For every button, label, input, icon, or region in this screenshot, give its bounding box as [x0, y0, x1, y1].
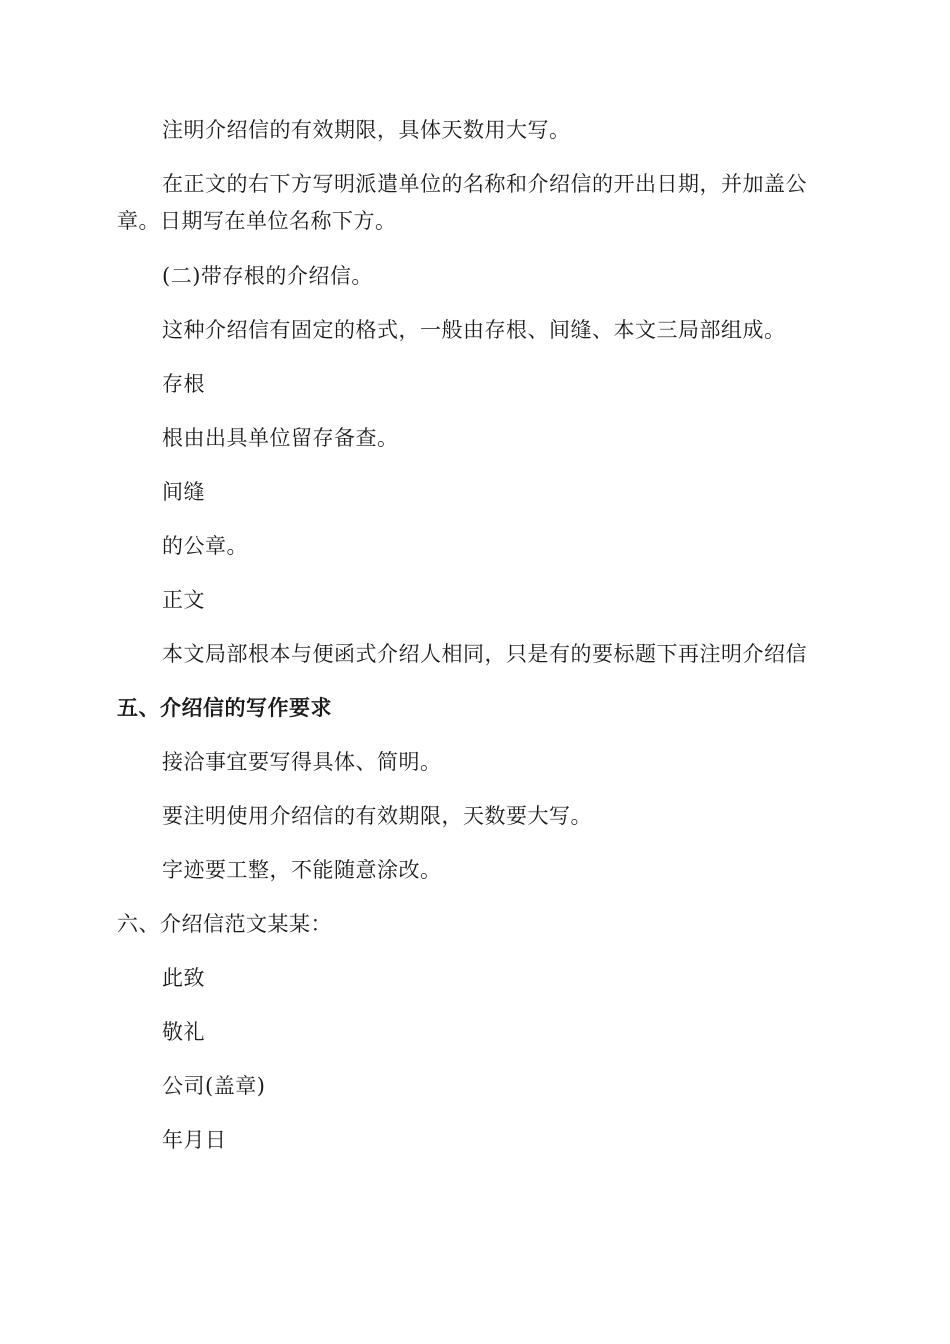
label-seam: 间缝	[162, 480, 205, 504]
date-line: 年月日	[162, 1128, 227, 1152]
requirement-item-2: 要注明使用介绍信的有效期限，天数要大写。	[162, 804, 592, 828]
paragraph-format: 这种介绍信有固定的格式，一般由存根、间缝、本文三局部组成。	[162, 318, 786, 342]
company-seal: 公司(盖章)	[162, 1074, 266, 1098]
section-heading-requirements: 五、介绍信的写作要求	[117, 696, 332, 720]
paragraph-signature-placement-cont: 章。日期写在单位名称下方。	[117, 209, 397, 233]
paragraph-signature-placement: 在正文的右下方写明派遣单位的名称和介绍信的开出日期，并加盖公	[162, 172, 807, 196]
label-body: 正文	[162, 588, 205, 612]
paragraph-body: 本文局部根本与便函式介绍人相同，只是有的要标题下再注明介绍信	[162, 642, 807, 666]
label-stub: 存根	[162, 372, 205, 396]
requirement-item-1: 接洽事宜要写得具体、简明。	[162, 750, 442, 774]
subheading-stub-letter: (二)带存根的介绍信。	[162, 264, 373, 288]
requirement-item-3: 字迹要工整，不能随意涂改。	[162, 858, 442, 882]
paragraph-validity-note: 注明介绍信的有效期限，具体天数用大写。	[162, 118, 571, 142]
paragraph-seam: 的公章。	[162, 534, 248, 558]
section-heading-sample: 六、介绍信范文某某：	[117, 912, 332, 936]
paragraph-stub: 根由出具单位留存备查。	[162, 426, 399, 450]
closing-regards: 敬礼	[162, 1020, 205, 1044]
closing-salutation: 此致	[162, 966, 205, 990]
